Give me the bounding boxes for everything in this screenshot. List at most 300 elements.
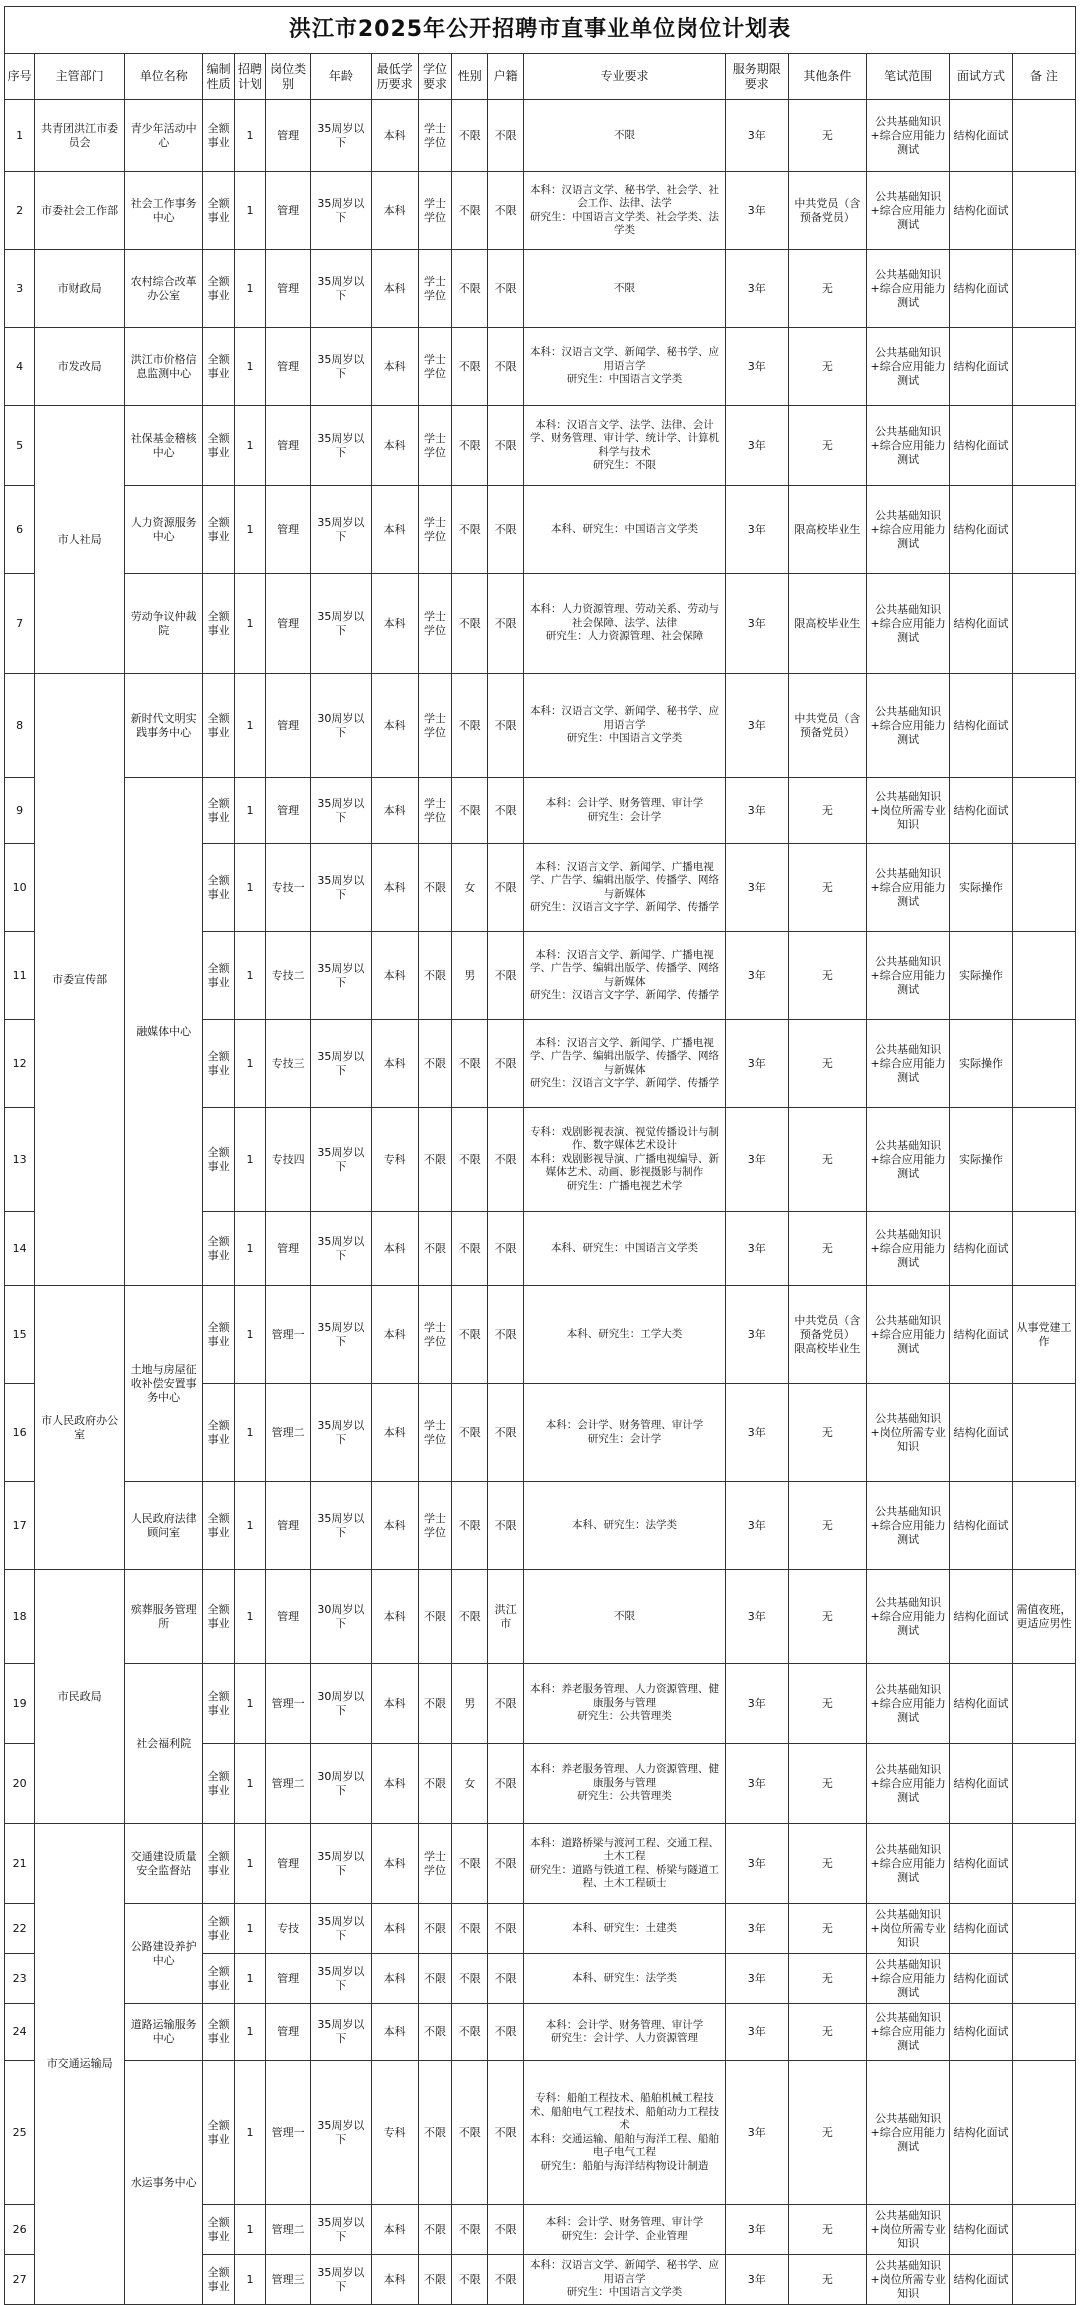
cell-interview: 实际操作 (950, 1020, 1013, 1108)
cell-nature: 全额事业 (203, 1954, 234, 2004)
cell-gender: 不限 (452, 486, 488, 574)
cell-gender: 不限 (452, 778, 488, 844)
cell-major: 本科：汉语言文学、新闻学、广播电视学、广告学、编辑出版学、传播学、网络与新媒体 研究生：汉语言文字学、新闻学、传播学 (524, 844, 726, 932)
cell-edu: 本科 (371, 2205, 418, 2255)
cell-exam: 公共基础知识+综合应用能力测试 (867, 1824, 950, 1904)
cell-interview: 结构化面试 (950, 1570, 1013, 1664)
cell-other: 无 (788, 1904, 866, 1954)
cell-no: 20 (5, 1744, 35, 1824)
cell-plan: 1 (234, 674, 265, 778)
cell-note (1012, 250, 1075, 328)
cell-no: 26 (5, 2205, 35, 2255)
cell-term: 3年 (725, 2205, 788, 2255)
table-row (5, 172, 1076, 250)
cell-category: 管理 (266, 406, 311, 486)
cell-plan: 1 (234, 172, 265, 250)
cell-age: 35周岁以下 (311, 2205, 372, 2255)
cell-age: 35周岁以下 (311, 574, 372, 674)
cell-edu: 本科 (371, 1482, 418, 1570)
cell-nature: 全额事业 (203, 100, 234, 172)
cell-edu: 本科 (371, 100, 418, 172)
cell-plan: 1 (234, 2205, 265, 2255)
cell-category: 管理一 (266, 2061, 311, 2205)
cell-major: 专科：戏剧影视表演、视觉传播设计与制作、数字媒体艺术设计 本科：戏剧影视导演、广播电视编导、新媒体艺术、动画、影视摄影与制作 研究生：广播电视艺术学 (524, 1108, 726, 1212)
cell-other: 中共党员（含预备党员） 限高校毕业生 (788, 1286, 866, 1384)
cell-category: 管理 (266, 100, 311, 172)
cell-major: 本科：养老服务管理、人力资源管理、健康服务与管理 研究生：公共管理类 (524, 1744, 726, 1824)
cell-edu: 专科 (371, 1108, 418, 1212)
cell-interview: 结构化面试 (950, 172, 1013, 250)
table-row (5, 1664, 1076, 1744)
cell-degree: 学士学位 (418, 406, 452, 486)
cell-term: 3年 (725, 932, 788, 1020)
cell-major: 本科、研究生：土建类 (524, 1904, 726, 1954)
cell-nature: 全额事业 (203, 2205, 234, 2255)
cell-category: 管理 (266, 1570, 311, 1664)
cell-hukou: 不限 (488, 100, 524, 172)
cell-gender: 不限 (452, 2255, 488, 2305)
cell-other: 无 (788, 1570, 866, 1664)
cell-exam: 公共基础知识+综合应用能力测试 (867, 486, 950, 574)
cell-degree: 不限 (418, 1744, 452, 1824)
cell-other: 无 (788, 1482, 866, 1570)
cell-degree: 学士学位 (418, 1824, 452, 1904)
cell-gender: 不限 (452, 2061, 488, 2205)
header-cell-dept: 主管部门 (35, 54, 125, 100)
cell-degree: 不限 (418, 1570, 452, 1664)
cell-nature: 全额事业 (203, 1482, 234, 1570)
cell-unit: 青少年活动中心 (124, 100, 202, 172)
cell-plan: 1 (234, 1020, 265, 1108)
cell-note (1012, 1384, 1075, 1482)
cell-age: 30周岁以下 (311, 674, 372, 778)
cell-degree: 不限 (418, 1904, 452, 1954)
cell-category: 管理一 (266, 1664, 311, 1744)
table-title: 洪江市2025年公开招聘市直事业单位岗位计划表 (5, 7, 1076, 54)
cell-interview: 结构化面试 (950, 778, 1013, 844)
cell-plan: 1 (234, 2061, 265, 2205)
cell-category: 管理 (266, 250, 311, 328)
cell-degree: 不限 (418, 2004, 452, 2061)
cell-exam: 公共基础知识+综合应用能力测试 (867, 1744, 950, 1824)
header-cell-note: 备 注 (1012, 54, 1075, 100)
cell-degree: 不限 (418, 1108, 452, 1212)
cell-note (1012, 932, 1075, 1020)
cell-exam: 公共基础知识+岗位所需专业知识 (867, 1384, 950, 1482)
cell-edu: 本科 (371, 2255, 418, 2305)
header-cell-gender: 性别 (452, 54, 488, 100)
cell-plan: 1 (234, 2004, 265, 2061)
cell-interview: 结构化面试 (950, 2205, 1013, 2255)
cell-age: 35周岁以下 (311, 932, 372, 1020)
cell-degree: 不限 (418, 1664, 452, 1744)
cell-plan: 1 (234, 1664, 265, 1744)
cell-nature: 全额事业 (203, 844, 234, 932)
table-row (5, 1824, 1076, 1904)
cell-note (1012, 1744, 1075, 1824)
header-cell-plan: 招聘计划 (234, 54, 265, 100)
cell-category: 管理二 (266, 1744, 311, 1824)
cell-nature: 全额事业 (203, 1108, 234, 1212)
table-row (5, 2061, 1076, 2205)
cell-interview: 结构化面试 (950, 1744, 1013, 1824)
cell-plan: 1 (234, 778, 265, 844)
cell-no: 16 (5, 1384, 35, 1482)
cell-category: 管理 (266, 1824, 311, 1904)
cell-exam: 公共基础知识+综合应用能力测试 (867, 932, 950, 1020)
cell-major: 不限 (524, 250, 726, 328)
cell-major: 本科：汉语言文学、新闻学、广播电视学、广告学、编辑出版学、传播学、网络与新媒体 研究生：汉语言文字学、新闻学、传播学 (524, 932, 726, 1020)
cell-age: 35周岁以下 (311, 486, 372, 574)
cell-degree: 不限 (418, 1954, 452, 2004)
cell-gender: 不限 (452, 172, 488, 250)
cell-gender: 不限 (452, 1212, 488, 1286)
cell-no: 15 (5, 1286, 35, 1384)
cell-hukou: 洪江市 (488, 1570, 524, 1664)
cell-term: 3年 (725, 1212, 788, 1286)
cell-category: 管理 (266, 574, 311, 674)
cell-interview: 结构化面试 (950, 1482, 1013, 1570)
cell-major: 本科：养老服务管理、人力资源管理、健康服务与管理 研究生：公共管理类 (524, 1664, 726, 1744)
cell-age: 35周岁以下 (311, 100, 372, 172)
cell-age: 35周岁以下 (311, 778, 372, 844)
cell-nature: 全额事业 (203, 674, 234, 778)
cell-category: 专技三 (266, 1020, 311, 1108)
cell-term: 3年 (725, 2004, 788, 2061)
cell-exam: 公共基础知识+综合应用能力测试 (867, 1954, 950, 2004)
cell-interview: 结构化面试 (950, 2004, 1013, 2061)
cell-interview: 结构化面试 (950, 328, 1013, 406)
header-cell-age: 年龄 (311, 54, 372, 100)
cell-no: 6 (5, 486, 35, 574)
cell-plan: 1 (234, 1954, 265, 2004)
cell-dept: 市民政局 (35, 1570, 125, 1824)
cell-term: 3年 (725, 1570, 788, 1664)
cell-unit: 人民政府法律顾问室 (124, 1482, 202, 1570)
header-cell-unit: 单位名称 (124, 54, 202, 100)
cell-interview: 结构化面试 (950, 1904, 1013, 1954)
cell-exam: 公共基础知识+岗位所需专业知识 (867, 2255, 950, 2305)
cell-note (1012, 1482, 1075, 1570)
cell-major: 本科：汉语言文学、法学、法律、会计学、财务管理、审计学、统计学、计算机科学与技术 研究生：不限 (524, 406, 726, 486)
cell-hukou: 不限 (488, 2205, 524, 2255)
cell-age: 35周岁以下 (311, 2255, 372, 2305)
cell-category: 专技 (266, 1904, 311, 1954)
cell-gender: 不限 (452, 328, 488, 406)
table-header-row (5, 54, 1076, 100)
cell-nature: 全额事业 (203, 932, 234, 1020)
cell-unit: 新时代文明实践事务中心 (124, 674, 202, 778)
cell-no: 14 (5, 1212, 35, 1286)
cell-note (1012, 1108, 1075, 1212)
cell-degree: 学士学位 (418, 100, 452, 172)
cell-category: 管理一 (266, 1286, 311, 1384)
cell-degree: 学士学位 (418, 328, 452, 406)
cell-nature: 全额事业 (203, 1824, 234, 1904)
cell-age: 35周岁以下 (311, 1904, 372, 1954)
cell-exam: 公共基础知识+综合应用能力测试 (867, 2061, 950, 2205)
cell-term: 3年 (725, 1824, 788, 1904)
cell-no: 19 (5, 1664, 35, 1744)
cell-plan: 1 (234, 406, 265, 486)
table-row (5, 1482, 1076, 1570)
cell-no: 7 (5, 574, 35, 674)
cell-gender: 不限 (452, 250, 488, 328)
cell-major: 本科：会计学、财务管理、审计学 研究生：会计学 (524, 778, 726, 844)
header-cell-term: 服务期限要求 (725, 54, 788, 100)
cell-hukou: 不限 (488, 1384, 524, 1482)
cell-dept: 市委宣传部 (35, 674, 125, 1286)
cell-plan: 1 (234, 1108, 265, 1212)
cell-major: 本科：会计学、财务管理、审计学 研究生：会计学 (524, 1384, 726, 1482)
cell-edu: 本科 (371, 328, 418, 406)
cell-plan: 1 (234, 1744, 265, 1824)
cell-note (1012, 1954, 1075, 2004)
cell-exam: 公共基础知识+综合应用能力测试 (867, 844, 950, 932)
cell-note: 从事党建工作 (1012, 1286, 1075, 1384)
cell-term: 3年 (725, 2061, 788, 2205)
cell-gender: 不限 (452, 1482, 488, 1570)
header-cell-nature: 编制性质 (203, 54, 234, 100)
cell-other: 无 (788, 250, 866, 328)
cell-other: 无 (788, 932, 866, 1020)
cell-term: 3年 (725, 674, 788, 778)
cell-term: 3年 (725, 1664, 788, 1744)
cell-dept: 市发改局 (35, 328, 125, 406)
cell-no: 9 (5, 778, 35, 844)
cell-degree: 学士学位 (418, 1482, 452, 1570)
cell-exam: 公共基础知识+岗位所需专业知识 (867, 1904, 950, 1954)
cell-age: 35周岁以下 (311, 250, 372, 328)
cell-age: 30周岁以下 (311, 1664, 372, 1744)
cell-edu: 本科 (371, 1286, 418, 1384)
cell-note (1012, 1824, 1075, 1904)
cell-category: 管理 (266, 674, 311, 778)
cell-gender: 不限 (452, 1824, 488, 1904)
cell-interview: 实际操作 (950, 1108, 1013, 1212)
cell-exam: 公共基础知识+综合应用能力测试 (867, 574, 950, 674)
cell-note (1012, 1212, 1075, 1286)
cell-nature: 全额事业 (203, 406, 234, 486)
cell-gender: 不限 (452, 1904, 488, 1954)
cell-term: 3年 (725, 2255, 788, 2305)
cell-age: 35周岁以下 (311, 2061, 372, 2205)
cell-plan: 1 (234, 1570, 265, 1664)
cell-other: 无 (788, 1824, 866, 1904)
cell-interview: 结构化面试 (950, 1286, 1013, 1384)
cell-plan: 1 (234, 1824, 265, 1904)
cell-hukou: 不限 (488, 1212, 524, 1286)
cell-note (1012, 2255, 1075, 2305)
table-row (5, 1286, 1076, 1384)
cell-hukou: 不限 (488, 328, 524, 406)
cell-hukou: 不限 (488, 250, 524, 328)
cell-interview: 结构化面试 (950, 1664, 1013, 1744)
cell-hukou: 不限 (488, 172, 524, 250)
cell-degree: 学士学位 (418, 250, 452, 328)
cell-gender: 不限 (452, 1108, 488, 1212)
cell-no: 21 (5, 1824, 35, 1904)
cell-term: 3年 (725, 1954, 788, 2004)
cell-interview: 结构化面试 (950, 2061, 1013, 2205)
cell-term: 3年 (725, 486, 788, 574)
cell-dept: 市交通运输局 (35, 1824, 125, 2305)
cell-nature: 全额事业 (203, 2004, 234, 2061)
cell-no: 8 (5, 674, 35, 778)
cell-hukou: 不限 (488, 486, 524, 574)
cell-exam: 公共基础知识+综合应用能力测试 (867, 1286, 950, 1384)
cell-category: 管理 (266, 1482, 311, 1570)
cell-edu: 本科 (371, 1744, 418, 1824)
cell-plan: 1 (234, 486, 265, 574)
cell-gender: 不限 (452, 574, 488, 674)
table-row (5, 2004, 1076, 2061)
cell-term: 3年 (725, 844, 788, 932)
cell-age: 35周岁以下 (311, 844, 372, 932)
cell-other: 无 (788, 1020, 866, 1108)
cell-edu: 本科 (371, 406, 418, 486)
cell-degree: 学士学位 (418, 172, 452, 250)
cell-gender: 不限 (452, 406, 488, 486)
cell-unit: 社会工作事务中心 (124, 172, 202, 250)
cell-edu: 本科 (371, 932, 418, 1020)
cell-no: 17 (5, 1482, 35, 1570)
cell-no: 18 (5, 1570, 35, 1664)
cell-no: 27 (5, 2255, 35, 2305)
cell-other: 中共党员（含预备党员） (788, 172, 866, 250)
cell-edu: 本科 (371, 844, 418, 932)
cell-unit: 洪江市价格信息监测中心 (124, 328, 202, 406)
cell-dept: 市人民政府办公室 (35, 1286, 125, 1570)
cell-nature: 全额事业 (203, 778, 234, 844)
cell-hukou: 不限 (488, 1664, 524, 1744)
header-cell-interview: 面试方式 (950, 54, 1013, 100)
cell-no: 12 (5, 1020, 35, 1108)
cell-no: 4 (5, 328, 35, 406)
cell-term: 3年 (725, 1482, 788, 1570)
cell-gender: 不限 (452, 1286, 488, 1384)
cell-degree: 不限 (418, 1020, 452, 1108)
cell-term: 3年 (725, 250, 788, 328)
recruitment-plan-sheet (4, 6, 1076, 2305)
cell-major: 专科：船舶工程技术、船舶机械工程技术、船舶电气工程技术、船舶动力工程技术 本科：交通运输、船舶与海洋工程、船舶电子电气工程 研究生：船舶与海洋结构物设计制造 (524, 2061, 726, 2205)
cell-no: 3 (5, 250, 35, 328)
cell-gender: 不限 (452, 100, 488, 172)
cell-age: 35周岁以下 (311, 1482, 372, 1570)
cell-exam: 公共基础知识+综合应用能力测试 (867, 328, 950, 406)
cell-other: 无 (788, 406, 866, 486)
header-cell-exam: 笔试范围 (867, 54, 950, 100)
cell-note (1012, 574, 1075, 674)
cell-edu: 本科 (371, 1384, 418, 1482)
cell-exam: 公共基础知识+综合应用能力测试 (867, 1020, 950, 1108)
cell-degree: 不限 (418, 1212, 452, 1286)
cell-degree: 不限 (418, 2061, 452, 2205)
cell-edu: 本科 (371, 172, 418, 250)
cell-dept: 市委社会工作部 (35, 172, 125, 250)
cell-age: 35周岁以下 (311, 1212, 372, 1286)
cell-other: 无 (788, 844, 866, 932)
cell-note (1012, 674, 1075, 778)
cell-edu: 本科 (371, 1954, 418, 2004)
cell-note (1012, 1904, 1075, 1954)
cell-exam: 公共基础知识+岗位所需专业知识 (867, 778, 950, 844)
cell-hukou: 不限 (488, 2004, 524, 2061)
cell-interview: 结构化面试 (950, 1824, 1013, 1904)
cell-nature: 全额事业 (203, 574, 234, 674)
cell-nature: 全额事业 (203, 1212, 234, 1286)
cell-nature: 全额事业 (203, 1904, 234, 1954)
cell-unit: 人力资源服务中心 (124, 486, 202, 574)
table-row (5, 778, 1076, 844)
cell-interview: 结构化面试 (950, 250, 1013, 328)
cell-major: 本科：汉语言文学、新闻学、秘书学、应用语言学 研究生：中国语言文学类 (524, 328, 726, 406)
cell-gender: 不限 (452, 1954, 488, 2004)
cell-unit: 社保基金稽核中心 (124, 406, 202, 486)
cell-exam: 公共基础知识+岗位所需专业知识 (867, 2205, 950, 2255)
cell-category: 管理 (266, 486, 311, 574)
cell-note (1012, 1020, 1075, 1108)
cell-note (1012, 406, 1075, 486)
cell-other: 限高校毕业生 (788, 486, 866, 574)
cell-interview: 结构化面试 (950, 2255, 1013, 2305)
cell-category: 管理三 (266, 2255, 311, 2305)
cell-plan: 1 (234, 574, 265, 674)
cell-no: 10 (5, 844, 35, 932)
cell-term: 3年 (725, 1020, 788, 1108)
cell-nature: 全额事业 (203, 1744, 234, 1824)
cell-gender: 不限 (452, 1020, 488, 1108)
cell-degree: 学士学位 (418, 1384, 452, 1482)
cell-major: 本科：汉语言文学、新闻学、秘书学、应用语言学 研究生：中国语言文学类 (524, 674, 726, 778)
cell-gender: 不限 (452, 2205, 488, 2255)
cell-other: 无 (788, 2004, 866, 2061)
cell-degree: 不限 (418, 844, 452, 932)
cell-exam: 公共基础知识+综合应用能力测试 (867, 406, 950, 486)
cell-age: 35周岁以下 (311, 1020, 372, 1108)
cell-nature: 全额事业 (203, 328, 234, 406)
cell-other: 无 (788, 1108, 866, 1212)
table-row (5, 328, 1076, 406)
cell-interview: 实际操作 (950, 932, 1013, 1020)
cell-unit: 土地与房屋征收补偿安置事务中心 (124, 1286, 202, 1482)
cell-other: 无 (788, 2061, 866, 2205)
cell-age: 35周岁以下 (311, 1108, 372, 1212)
cell-no: 25 (5, 2061, 35, 2205)
cell-edu: 本科 (371, 778, 418, 844)
cell-exam: 公共基础知识+综合应用能力测试 (867, 250, 950, 328)
cell-nature: 全额事业 (203, 1664, 234, 1744)
cell-major: 本科：道路桥梁与渡河工程、交通工程、土木工程 研究生：道路与铁道工程、桥梁与隧道工程、土木工程硕士 (524, 1824, 726, 1904)
cell-unit: 农村综合改革办公室 (124, 250, 202, 328)
cell-gender: 不限 (452, 1570, 488, 1664)
cell-category: 管理 (266, 328, 311, 406)
recruitment-plan-table (4, 6, 1076, 2305)
cell-plan: 1 (234, 1482, 265, 1570)
cell-term: 3年 (725, 406, 788, 486)
cell-age: 35周岁以下 (311, 328, 372, 406)
cell-degree: 不限 (418, 2255, 452, 2305)
cell-hukou: 不限 (488, 1286, 524, 1384)
cell-hukou: 不限 (488, 844, 524, 932)
cell-no: 11 (5, 932, 35, 1020)
cell-gender: 女 (452, 1744, 488, 1824)
cell-no: 22 (5, 1904, 35, 1954)
table-row (5, 486, 1076, 574)
cell-note: 需值夜班，更适应男性 (1012, 1570, 1075, 1664)
cell-age: 35周岁以下 (311, 172, 372, 250)
cell-note (1012, 2004, 1075, 2061)
